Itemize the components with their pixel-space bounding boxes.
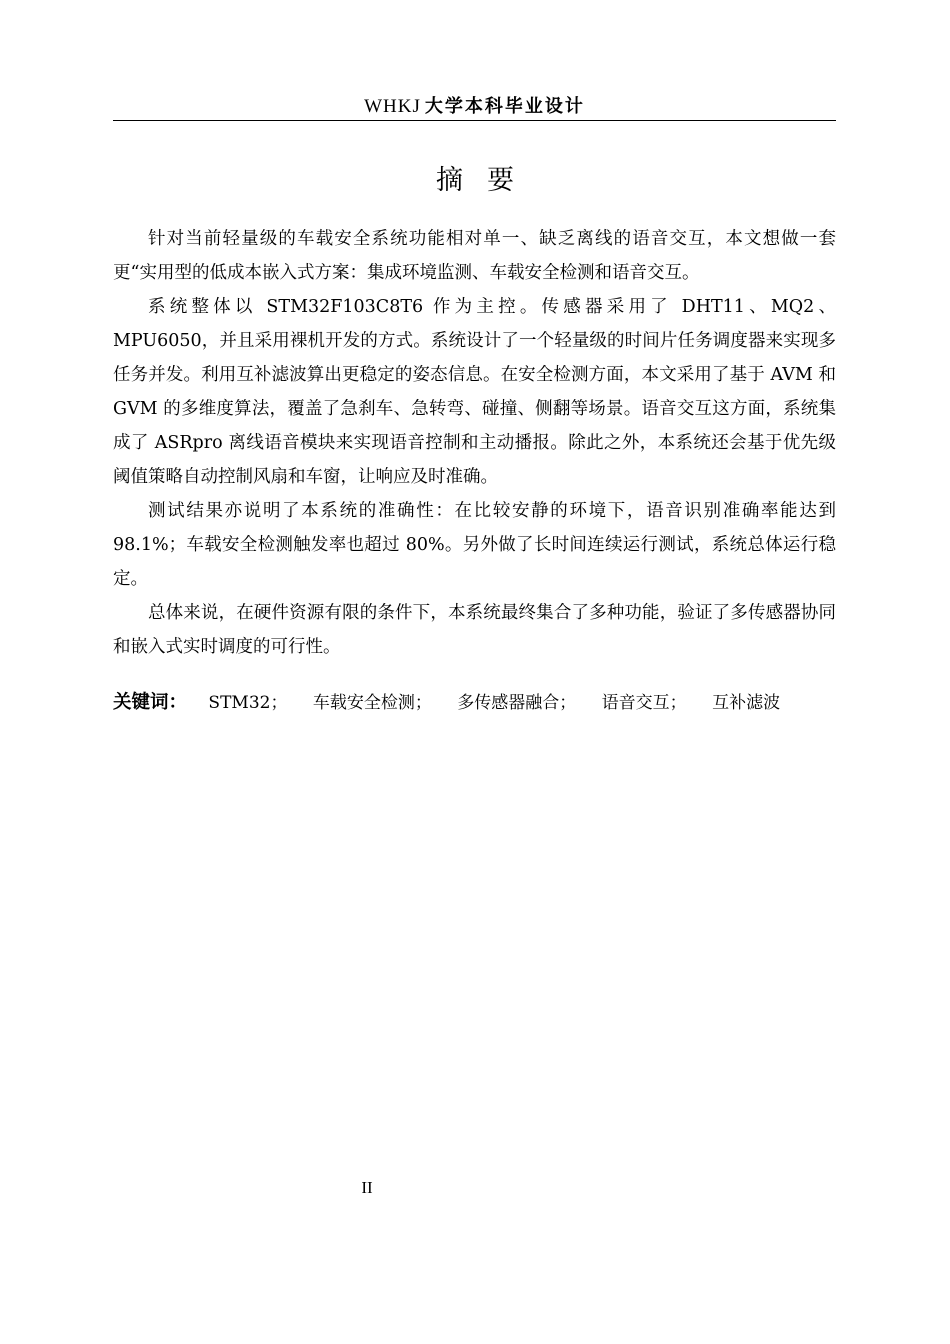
page-header	[113, 92, 836, 121]
abstract-paragraph-2: 系统整体以 STM32F103C8T6 作为主控。传感器采用了 DHT11、MQ2、MPU6050，并且采用裸机开发的方式。系统设计了一个轻量级的时间片任务调度器来实现多任务并发。利用互补滤波算出更稳定的姿态信息。在安全检测方面，本文采用了基于 AVM 和 GVM 的多维度算法，覆盖了急刹车、急转弯、碰撞、侧翻等场景。语音交互这方面，系统集成了 ASRpro 离线语音模块来实现语音控制和主动播报。除此之外，本系统还会基于优先级阈值策略自动控制风扇和车窗，让响应及时准确。	[113, 297, 836, 487]
abstract-body	[113, 222, 836, 664]
keyword-item: STM32；	[208, 693, 288, 713]
keyword-item: 车载安全检测；	[312, 693, 432, 713]
abstract-title: 摘要	[436, 165, 538, 196]
header-subtitle: 大学本科毕业设计	[424, 96, 585, 117]
keywords-line	[113, 688, 836, 718]
keyword-item: 语音交互；	[601, 693, 687, 713]
keyword-item: 多传感器融合；	[457, 693, 577, 713]
page-number: II	[361, 1178, 373, 1197]
keyword-item: 互补滤波	[712, 693, 781, 713]
abstract-paragraph-4: 总体来说，在硬件资源有限的条件下，本系统最终集合了多种功能，验证了多传感器协同和嵌入式实时调度的可行性。	[113, 603, 836, 657]
abstract-paragraph-3: 测试结果亦说明了本系统的准确性：在比较安静的环境下，语音识别准确率能达到 98.1%；车载安全检测触发率也超过 80%。另外做了长时间连续运行测试，系统总体运行稳定。	[113, 501, 836, 589]
header-school-code: WHKJ	[364, 96, 421, 117]
keywords-label: 关键词：	[113, 692, 188, 713]
abstract-paragraph-1: 针对当前轻量级的车载安全系统功能相对单一、缺乏离线的语音交互，本文想做一套更“实用型的低成本嵌入式方案：集成环境监测、车载安全检测和语音交互。	[113, 229, 836, 283]
